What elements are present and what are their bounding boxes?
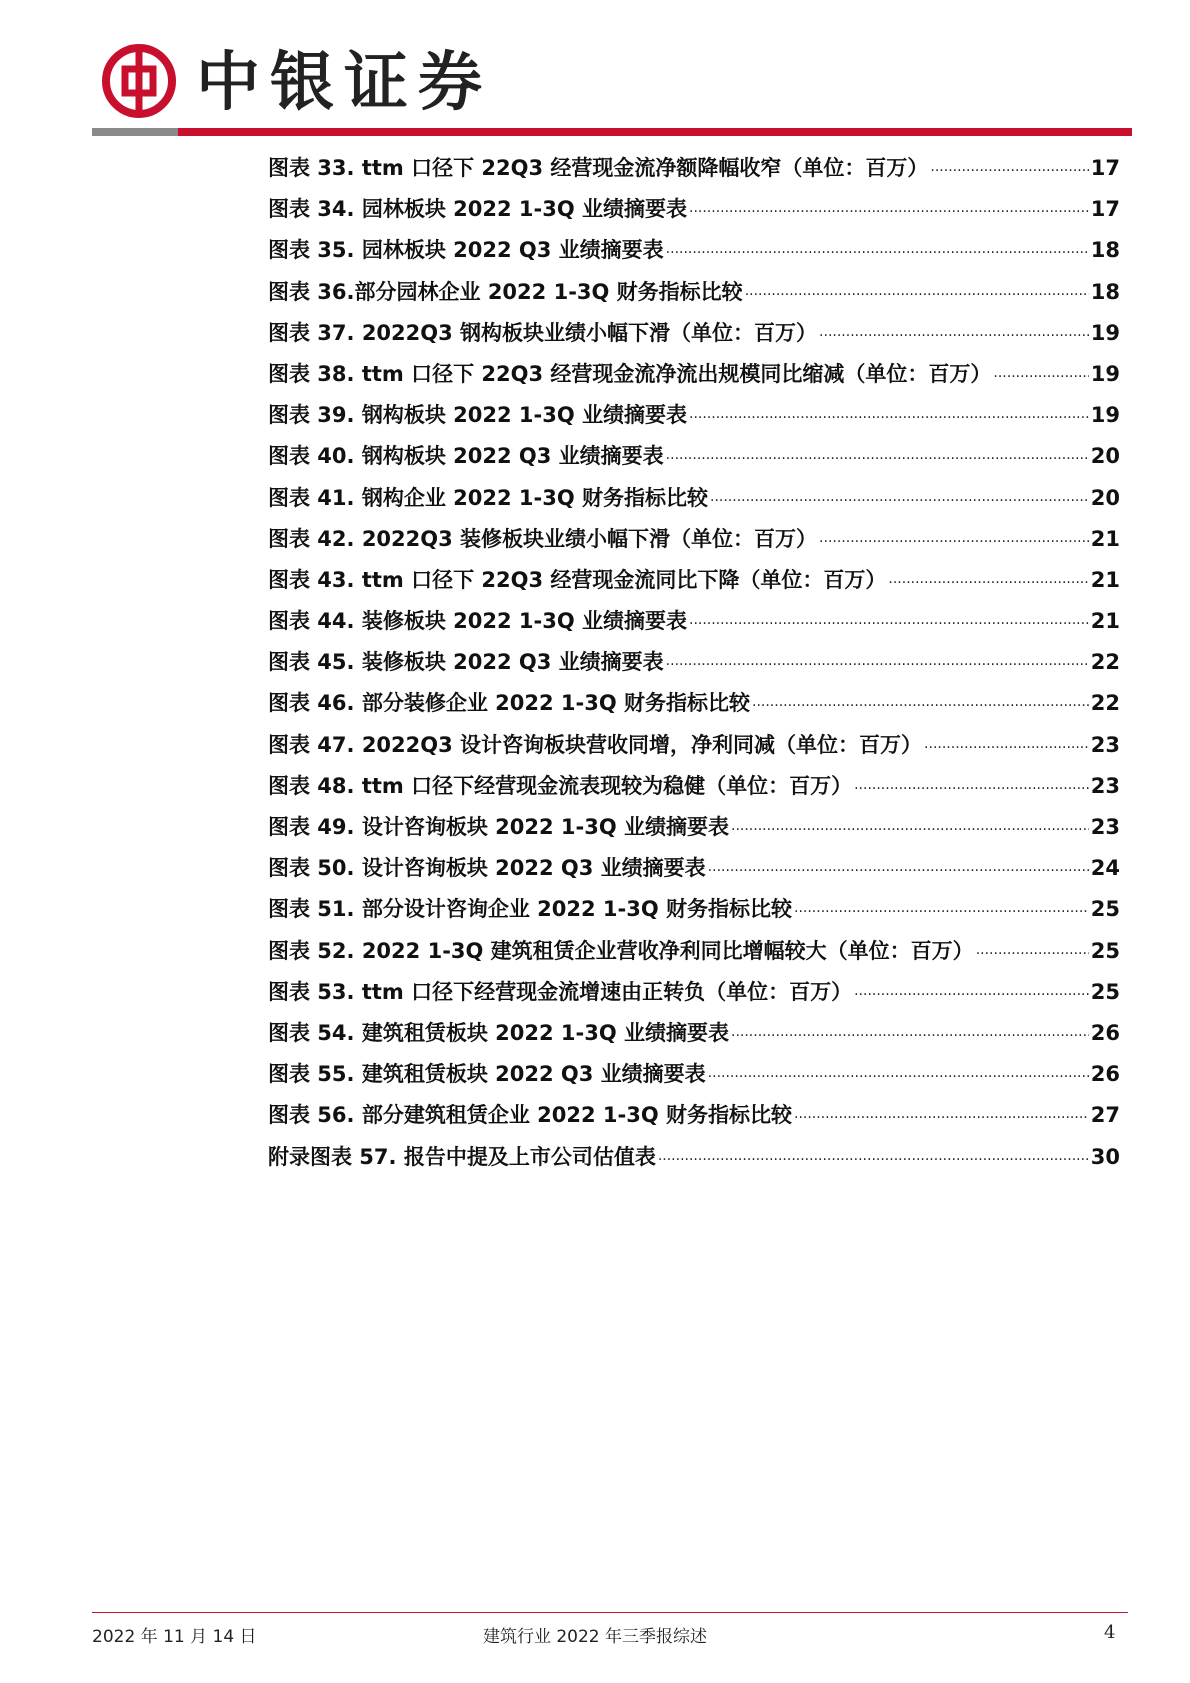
toc-entry-page: 19 — [1090, 320, 1120, 345]
toc-entry-title: 图表 39. 钢构板块 2022 1-3Q 业绩摘要表 — [268, 403, 687, 428]
toc-entry-page: 19 — [1090, 403, 1120, 428]
table-of-contents — [268, 152, 1120, 1182]
toc-entry-title: 图表 42. 2022Q3 装修板块业绩小幅下滑（单位：百万） — [268, 526, 818, 551]
toc-entry[interactable] — [268, 1058, 1120, 1099]
toc-entry[interactable] — [268, 770, 1120, 811]
toc-entry[interactable] — [268, 276, 1120, 317]
toc-leader-dots — [819, 321, 1089, 345]
toc-entry-title: 附录图表 57. 报告中提及上市公司估值表 — [268, 1144, 656, 1169]
toc-entry-title: 图表 55. 建筑租赁板块 2022 Q3 业绩摘要表 — [268, 1062, 706, 1087]
toc-entry[interactable] — [268, 935, 1120, 976]
footer-report-title: 建筑行业 2022 年三季报综述 — [482, 1627, 708, 1647]
toc-leader-dots — [794, 897, 1089, 921]
toc-entry-title: 图表 54. 建筑租赁板块 2022 1-3Q 业绩摘要表 — [268, 1020, 729, 1045]
toc-entry-title: 图表 48. ttm 口径下经营现金流表现较为稳健（单位：百万） — [268, 773, 853, 798]
toc-entry[interactable] — [268, 234, 1120, 275]
toc-entry[interactable] — [268, 811, 1120, 852]
page-header — [92, 44, 1132, 140]
toc-entry[interactable] — [268, 852, 1120, 893]
toc-entry-page: 25 — [1090, 938, 1120, 963]
toc-entry[interactable] — [268, 1141, 1120, 1182]
toc-entry[interactable] — [268, 564, 1120, 605]
toc-entry-title: 图表 44. 装修板块 2022 1-3Q 业绩摘要表 — [268, 609, 687, 634]
toc-leader-dots — [708, 856, 1089, 880]
toc-entry[interactable] — [268, 152, 1120, 193]
brand-name: 中银证券 — [196, 45, 492, 120]
toc-entry-title: 图表 52. 2022 1-3Q 建筑租赁企业营收净利同比增幅较大（单位：百万） — [268, 938, 974, 963]
toc-entry[interactable] — [268, 646, 1120, 687]
toc-entry-page: 27 — [1090, 1103, 1120, 1128]
toc-entry-page: 20 — [1090, 444, 1120, 469]
toc-entry-title: 图表 41. 钢构企业 2022 1-3Q 财务指标比较 — [268, 485, 708, 510]
bank-of-china-logo-icon — [102, 44, 176, 118]
toc-leader-dots — [854, 980, 1089, 1004]
toc-entry-page: 18 — [1090, 279, 1120, 304]
toc-entry[interactable] — [268, 399, 1120, 440]
footer-page-number: 4 — [1104, 1622, 1116, 1643]
toc-leader-dots — [689, 609, 1089, 633]
toc-leader-dots — [888, 568, 1088, 592]
toc-entry[interactable] — [268, 1099, 1120, 1140]
footer-date: 2022 年 11 月 14 日 — [92, 1627, 257, 1647]
toc-entry[interactable] — [268, 193, 1120, 234]
toc-entry-title: 图表 47. 2022Q3 设计咨询板块营收同增，净利同减（单位：百万） — [268, 732, 923, 757]
toc-leader-dots — [689, 197, 1089, 221]
header-rule-red — [178, 128, 1132, 136]
toc-entry-page: 22 — [1090, 650, 1120, 675]
toc-entry-page: 20 — [1090, 485, 1120, 510]
toc-leader-dots — [745, 280, 1089, 304]
toc-leader-dots — [731, 815, 1089, 839]
toc-entry-page: 19 — [1090, 361, 1120, 386]
toc-entry-page: 21 — [1090, 526, 1120, 551]
toc-entry-page: 22 — [1090, 691, 1120, 716]
toc-leader-dots — [924, 733, 1089, 757]
toc-entry[interactable] — [268, 976, 1120, 1017]
toc-entry[interactable] — [268, 523, 1120, 564]
toc-entry-title: 图表 53. ttm 口径下经营现金流增速由正转负（单位：百万） — [268, 979, 853, 1004]
toc-entry-page: 18 — [1090, 238, 1120, 263]
toc-entry-title: 图表 49. 设计咨询板块 2022 1-3Q 业绩摘要表 — [268, 815, 729, 839]
toc-leader-dots — [708, 1062, 1089, 1086]
toc-leader-dots — [993, 362, 1088, 386]
toc-entry[interactable] — [268, 605, 1120, 646]
toc-entry-page: 21 — [1090, 609, 1120, 634]
toc-entry-title: 图表 36.部分园林企业 2022 1-3Q 财务指标比较 — [268, 279, 743, 304]
toc-entry[interactable] — [268, 317, 1120, 358]
toc-entry-title: 图表 34. 园林板块 2022 1-3Q 业绩摘要表 — [268, 197, 687, 222]
toc-entry-page: 26 — [1090, 1062, 1120, 1087]
toc-leader-dots — [976, 939, 1089, 963]
toc-entry-page: 23 — [1090, 815, 1120, 839]
toc-leader-dots — [854, 774, 1089, 798]
toc-entry-title: 图表 43. ttm 口径下 22Q3 经营现金流同比下降（单位：百万） — [268, 567, 887, 592]
toc-entry[interactable] — [268, 893, 1120, 934]
toc-entry-page: 17 — [1090, 197, 1120, 222]
toc-entry-title: 图表 46. 部分装修企业 2022 1-3Q 财务指标比较 — [268, 691, 750, 716]
toc-entry-title: 图表 33. ttm 口径下 22Q3 经营现金流净额降幅收窄（单位：百万） — [268, 156, 929, 180]
toc-entry[interactable] — [268, 729, 1120, 770]
toc-entry-page: 21 — [1090, 567, 1120, 592]
toc-entry-title: 图表 40. 钢构板块 2022 Q3 业绩摘要表 — [268, 444, 664, 469]
toc-entry[interactable] — [268, 482, 1120, 523]
toc-leader-dots — [689, 403, 1089, 427]
toc-entry[interactable] — [268, 358, 1120, 399]
toc-leader-dots — [666, 650, 1089, 674]
toc-entry-title: 图表 50. 设计咨询板块 2022 Q3 业绩摘要表 — [268, 856, 706, 881]
toc-entry[interactable] — [268, 440, 1120, 481]
toc-entry-page: 25 — [1090, 897, 1120, 922]
toc-leader-dots — [710, 486, 1089, 510]
toc-leader-dots — [794, 1103, 1089, 1127]
toc-entry-title: 图表 37. 2022Q3 钢构板块业绩小幅下滑（单位：百万） — [268, 320, 818, 345]
toc-leader-dots — [658, 1145, 1089, 1169]
toc-leader-dots — [819, 527, 1089, 551]
toc-entry-page: 23 — [1090, 732, 1120, 757]
toc-entry-page: 26 — [1090, 1020, 1120, 1045]
toc-entry-title: 图表 35. 园林板块 2022 Q3 业绩摘要表 — [268, 238, 664, 263]
header-rule-gray — [92, 128, 178, 136]
toc-leader-dots — [930, 156, 1088, 180]
toc-entry-title: 图表 38. ttm 口径下 22Q3 经营现金流净流出规模同比缩减（单位：百万） — [268, 361, 992, 386]
toc-leader-dots — [752, 691, 1089, 715]
footer-rule — [92, 1612, 1128, 1613]
toc-entry-title: 图表 45. 装修板块 2022 Q3 业绩摘要表 — [268, 650, 664, 675]
toc-leader-dots — [666, 238, 1089, 262]
toc-entry[interactable] — [268, 1017, 1120, 1058]
toc-entry-title: 图表 56. 部分建筑租赁企业 2022 1-3Q 财务指标比较 — [268, 1103, 792, 1128]
toc-entry-title: 图表 51. 部分设计咨询企业 2022 1-3Q 财务指标比较 — [268, 897, 792, 922]
toc-entry-page: 17 — [1090, 156, 1120, 180]
toc-entry-page: 25 — [1090, 979, 1120, 1004]
toc-entry-page: 24 — [1090, 856, 1120, 881]
toc-entry-page: 30 — [1090, 1144, 1120, 1169]
toc-leader-dots — [731, 1021, 1089, 1045]
toc-leader-dots — [666, 444, 1089, 468]
toc-entry[interactable] — [268, 687, 1120, 728]
toc-entry-page: 23 — [1090, 773, 1120, 798]
